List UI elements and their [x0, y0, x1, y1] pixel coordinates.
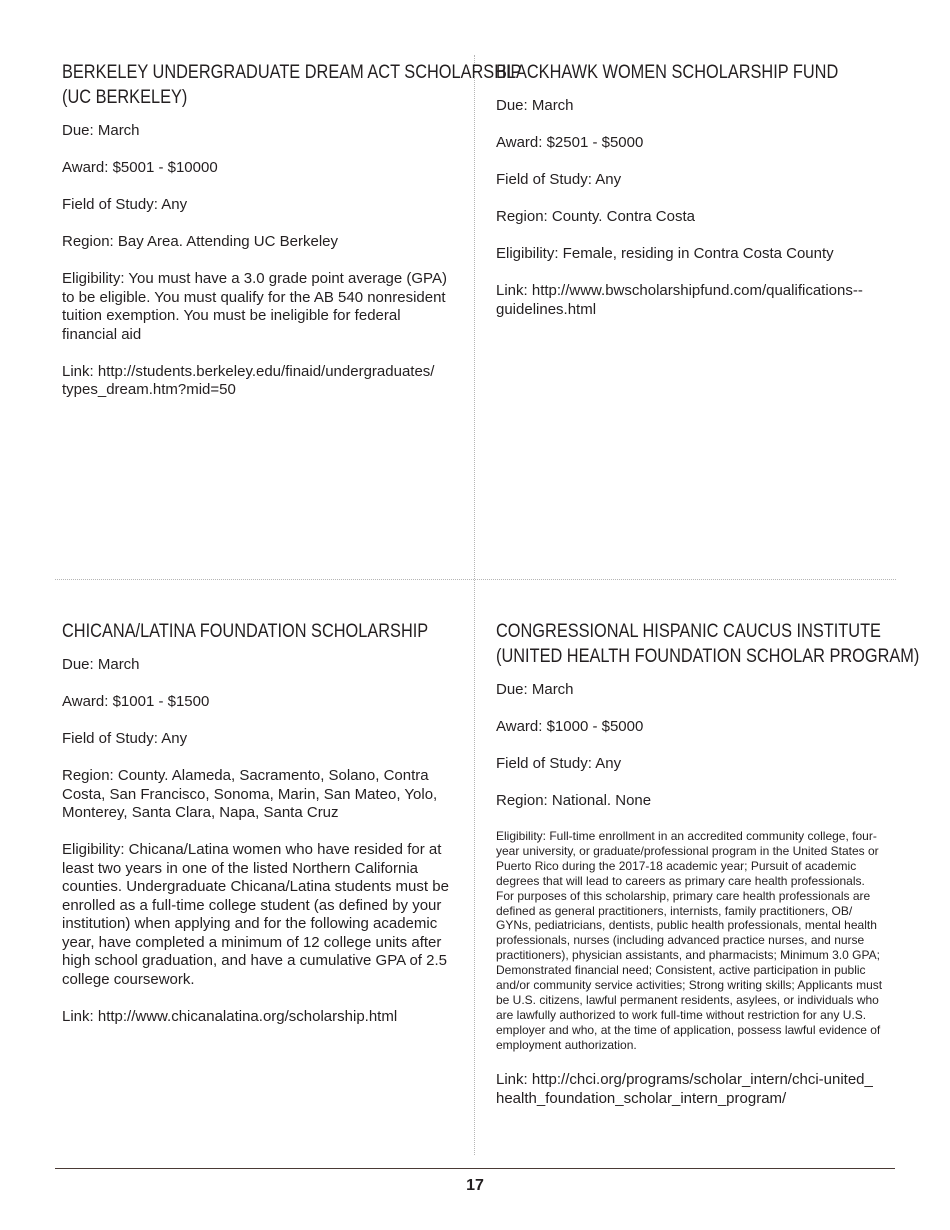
- scholarship-card-blackhawk: [496, 60, 886, 319]
- title-line: CONGRESSIONAL HISPANIC CAUCUS INSTITUTE: [496, 621, 881, 642]
- due-date: Due: March: [496, 681, 574, 698]
- due-date: Due: March: [496, 97, 574, 114]
- due-date: Due: March: [62, 122, 140, 139]
- award-amount: Award: $2501 - $5000: [496, 134, 644, 151]
- row-divider: [55, 579, 896, 580]
- title-line: BERKELEY UNDERGRADUATE DREAM ACT SCHOLARSHIP: [62, 62, 522, 83]
- region: Region: County. Alameda, Sacramento, Solano, Contra Costa, San Francisco, Sonoma, Marin, San Mateo, Yolo, Monterey, Santa Clara, Napa, Santa Cruz: [62, 767, 438, 821]
- title-line: CHICANA/LATINA FOUNDATION SCHOLARSHIP: [62, 621, 429, 642]
- scholarship-title: [62, 619, 456, 644]
- footer-rule: [55, 1168, 895, 1169]
- title-line: (UC BERKELEY): [62, 87, 188, 108]
- column-divider: [474, 55, 475, 1155]
- scholarship-link[interactable]: Link: http://www.chicanalatina.org/scholarship.html: [62, 1007, 398, 1025]
- region: Region: National. None: [496, 792, 652, 809]
- scholarship-card-berkeley: [62, 60, 522, 400]
- eligibility: Eligibility: Female, residing in Contra Costa County: [496, 245, 834, 262]
- region: Region: County. Contra Costa: [496, 208, 695, 225]
- page-number: 17: [466, 1177, 484, 1194]
- scholarship-link[interactable]: Link: http://chci.org/programs/scholar_intern/chci-united_ health_foundation_scholar_intern_program/: [496, 1071, 873, 1107]
- scholarship-card-chicana-latina: [62, 619, 457, 1026]
- field-of-study: Field of Study: Any: [496, 755, 622, 772]
- due-date: Due: March: [62, 656, 140, 673]
- title-line: BLACKHAWK WOMEN SCHOLARSHIP FUND: [496, 62, 839, 83]
- award-amount: Award: $1000 - $5000: [496, 718, 644, 735]
- award-amount: Award: $5001 - $10000: [62, 159, 218, 176]
- field-of-study: Field of Study: Any: [62, 730, 188, 747]
- field-of-study: Field of Study: Any: [62, 196, 188, 213]
- scholarship-card-chci: [496, 619, 920, 1108]
- field-of-study: Field of Study: Any: [496, 171, 622, 188]
- region: Region: Bay Area. Attending UC Berkeley: [62, 233, 338, 250]
- scholarship-link[interactable]: Link: http://www.bwscholarshipfund.com/qualifications-- guidelines.html: [496, 282, 863, 318]
- title-line: (UNITED HEALTH FOUNDATION SCHOLAR PROGRAM): [496, 646, 920, 667]
- eligibility: Eligibility: Chicana/Latina women who have resided for at least two years in one of the listed Northern California counties. Undergraduate Chicana/Latina students must be enrolled as a full-time college student (as defined by your institution) when applying and for the following academic year, have completed a minimum of 12 college units after high school graduation, and have a cumulative GPA of 2.5 college coursework.: [62, 841, 449, 988]
- eligibility: Eligibility: Full-time enrollment in an accredited community college, four-year university, or graduate/professional program in the United States or Puerto Rico during the 2017-18 academic year; Pursuit of academic degrees that will lead to careers as primary care health professionals. For purposes of this scholarship, primary care health professionals are defined as general practitioners, internists, family practitioners, OB/ GYNs, pediatricians, dentists, public health professionals, mental health professionals, nurses (including advanced practice nurses, and nurse practitioners), physician assistants, and pharmacists; Minimum 3.0 GPA; Demonstrated financial need; Consistent, active participation in public and/or community service activities; Strong writing skills; Applicants must be U.S. citizens, lawful permanent residents, asylees, or individuals who are lawfully authorized to work full-time without restriction for any U.S. employer and who, at the time of application, possess lawful evidence of employment authorization.: [496, 829, 883, 1052]
- eligibility: Eligibility: You must have a 3.0 grade point average (GPA) to be eligible. You must qualify for the AB 540 nonresident tuition exemption. You must be ineligible for federal financial aid: [62, 270, 447, 343]
- scholarship-link[interactable]: Link: http://students.berkeley.edu/finaid/undergraduates/ types_dream.htm?mid=50: [62, 362, 435, 398]
- award-amount: Award: $1001 - $1500: [62, 693, 210, 710]
- scholarship-title: [496, 619, 920, 669]
- scholarship-title: [496, 60, 885, 85]
- scholarship-title: [62, 60, 522, 110]
